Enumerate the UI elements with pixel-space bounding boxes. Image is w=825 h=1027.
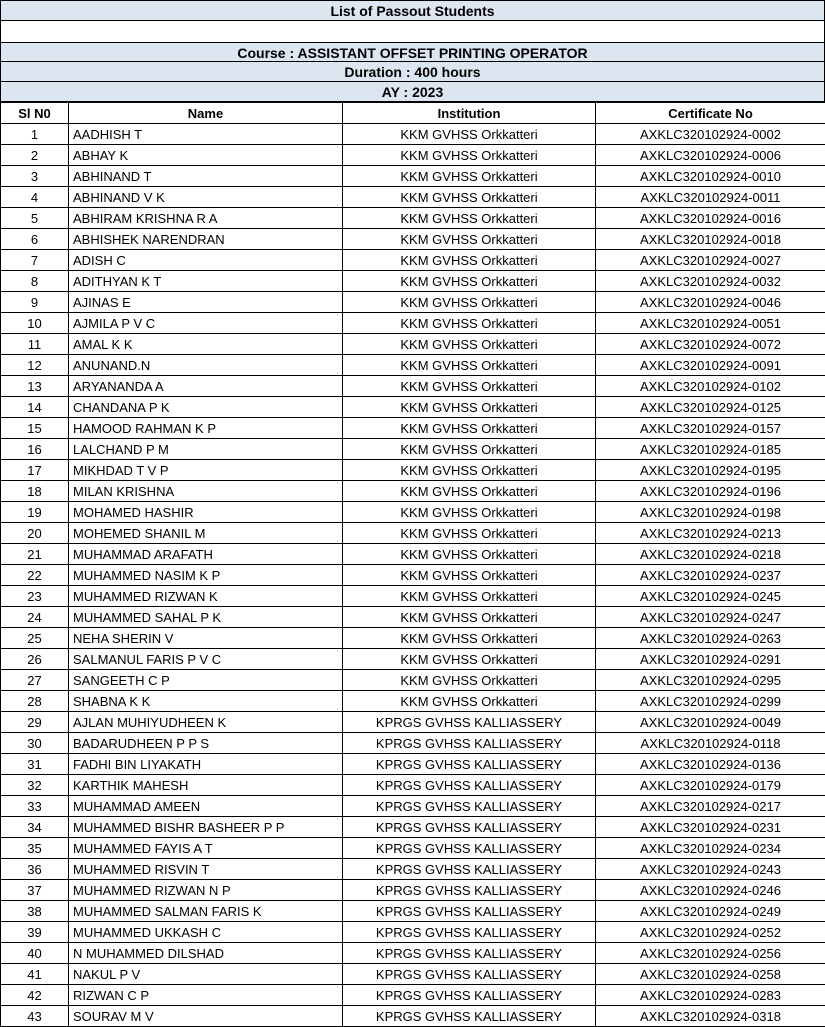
cell-certificate-no: AXKLC320102924-0318	[596, 1006, 825, 1027]
cell-sl-no: 4	[1, 187, 69, 208]
table-row	[1, 313, 825, 334]
list-title: List of Passout Students	[0, 0, 825, 21]
cell-certificate-no: AXKLC320102924-0283	[596, 985, 825, 1006]
table-row	[1, 565, 825, 586]
cell-name: HAMOOD RAHMAN K P	[69, 418, 343, 439]
column-header-certificate-no: Certificate No	[596, 103, 825, 124]
header-row	[1, 103, 825, 124]
cell-sl-no: 6	[1, 229, 69, 250]
cell-institution: KKM GVHSS Orkkatteri	[343, 376, 596, 397]
cell-name: ADITHYAN K T	[69, 271, 343, 292]
cell-sl-no: 40	[1, 943, 69, 964]
cell-certificate-no: AXKLC320102924-0032	[596, 271, 825, 292]
cell-name: MUHAMMAD ARAFATH	[69, 544, 343, 565]
cell-name: MILAN KRISHNA	[69, 481, 343, 502]
table-row	[1, 838, 825, 859]
cell-certificate-no: AXKLC320102924-0002	[596, 124, 825, 145]
cell-sl-no: 12	[1, 355, 69, 376]
cell-certificate-no: AXKLC320102924-0006	[596, 145, 825, 166]
table-row	[1, 628, 825, 649]
cell-institution: KPRGS GVHSS KALLIASSERY	[343, 943, 596, 964]
cell-certificate-no: AXKLC320102924-0234	[596, 838, 825, 859]
cell-certificate-no: AXKLC320102924-0051	[596, 313, 825, 334]
students-table	[0, 102, 825, 1027]
cell-name: MOHEMED SHANIL M	[69, 523, 343, 544]
cell-name: AMAL K K	[69, 334, 343, 355]
cell-institution: KPRGS GVHSS KALLIASSERY	[343, 859, 596, 880]
cell-sl-no: 2	[1, 145, 69, 166]
column-header-sl-no: Sl N0	[1, 103, 69, 124]
table-row	[1, 229, 825, 250]
cell-certificate-no: AXKLC320102924-0011	[596, 187, 825, 208]
cell-name: ADISH C	[69, 250, 343, 271]
cell-name: MUHAMMED SALMAN FARIS K	[69, 901, 343, 922]
cell-sl-no: 14	[1, 397, 69, 418]
cell-sl-no: 1	[1, 124, 69, 145]
table-row	[1, 166, 825, 187]
table-row	[1, 754, 825, 775]
cell-name: NEHA SHERIN V	[69, 628, 343, 649]
cell-name: BADARUDHEEN P P S	[69, 733, 343, 754]
table-row	[1, 775, 825, 796]
cell-certificate-no: AXKLC320102924-0179	[596, 775, 825, 796]
cell-sl-no: 9	[1, 292, 69, 313]
cell-sl-no: 27	[1, 670, 69, 691]
cell-certificate-no: AXKLC320102924-0237	[596, 565, 825, 586]
cell-certificate-no: AXKLC320102924-0016	[596, 208, 825, 229]
cell-institution: KPRGS GVHSS KALLIASSERY	[343, 985, 596, 1006]
cell-name: ABHINAND T	[69, 166, 343, 187]
cell-name: MUHAMMED BISHR BASHEER P P	[69, 817, 343, 838]
table-row	[1, 943, 825, 964]
cell-name: MUHAMMED NASIM K P	[69, 565, 343, 586]
cell-certificate-no: AXKLC320102924-0102	[596, 376, 825, 397]
cell-name: ABHISHEK NARENDRAN	[69, 229, 343, 250]
cell-institution: KPRGS GVHSS KALLIASSERY	[343, 733, 596, 754]
cell-certificate-no: AXKLC320102924-0010	[596, 166, 825, 187]
table-row	[1, 922, 825, 943]
cell-certificate-no: AXKLC320102924-0252	[596, 922, 825, 943]
cell-sl-no: 16	[1, 439, 69, 460]
cell-institution: KKM GVHSS Orkkatteri	[343, 250, 596, 271]
cell-name: MUHAMMAD AMEEN	[69, 796, 343, 817]
cell-institution: KPRGS GVHSS KALLIASSERY	[343, 880, 596, 901]
cell-certificate-no: AXKLC320102924-0247	[596, 607, 825, 628]
cell-sl-no: 18	[1, 481, 69, 502]
table-row	[1, 187, 825, 208]
cell-certificate-no: AXKLC320102924-0213	[596, 523, 825, 544]
cell-certificate-no: AXKLC320102924-0157	[596, 418, 825, 439]
cell-name: CHANDANA P K	[69, 397, 343, 418]
cell-certificate-no: AXKLC320102924-0218	[596, 544, 825, 565]
cell-certificate-no: AXKLC320102924-0018	[596, 229, 825, 250]
cell-certificate-no: AXKLC320102924-0049	[596, 712, 825, 733]
cell-certificate-no: AXKLC320102924-0263	[596, 628, 825, 649]
cell-institution: KKM GVHSS Orkkatteri	[343, 124, 596, 145]
table-row	[1, 670, 825, 691]
cell-certificate-no: AXKLC320102924-0027	[596, 250, 825, 271]
cell-name: FADHI BIN LIYAKATH	[69, 754, 343, 775]
table-row	[1, 334, 825, 355]
cell-name: MIKHDAD T V P	[69, 460, 343, 481]
cell-certificate-no: AXKLC320102924-0245	[596, 586, 825, 607]
cell-institution: KKM GVHSS Orkkatteri	[343, 502, 596, 523]
cell-institution: KKM GVHSS Orkkatteri	[343, 229, 596, 250]
cell-certificate-no: AXKLC320102924-0299	[596, 691, 825, 712]
cell-institution: KPRGS GVHSS KALLIASSERY	[343, 922, 596, 943]
table-row	[1, 439, 825, 460]
cell-sl-no: 41	[1, 964, 69, 985]
cell-name: MUHAMMED UKKASH C	[69, 922, 343, 943]
cell-institution: KPRGS GVHSS KALLIASSERY	[343, 754, 596, 775]
cell-name: ANUNAND.N	[69, 355, 343, 376]
cell-sl-no: 23	[1, 586, 69, 607]
table-row	[1, 691, 825, 712]
cell-institution: KKM GVHSS Orkkatteri	[343, 523, 596, 544]
cell-institution: KPRGS GVHSS KALLIASSERY	[343, 712, 596, 733]
cell-institution: KKM GVHSS Orkkatteri	[343, 208, 596, 229]
cell-name: AADHISH T	[69, 124, 343, 145]
cell-institution: KKM GVHSS Orkkatteri	[343, 691, 596, 712]
cell-certificate-no: AXKLC320102924-0231	[596, 817, 825, 838]
cell-certificate-no: AXKLC320102924-0118	[596, 733, 825, 754]
table-row	[1, 544, 825, 565]
cell-institution: KKM GVHSS Orkkatteri	[343, 460, 596, 481]
cell-name: SOURAV M V	[69, 1006, 343, 1027]
cell-name: NAKUL P V	[69, 964, 343, 985]
cell-name: AJMILA P V C	[69, 313, 343, 334]
cell-institution: KKM GVHSS Orkkatteri	[343, 586, 596, 607]
cell-sl-no: 3	[1, 166, 69, 187]
cell-name: LALCHAND P M	[69, 439, 343, 460]
cell-sl-no: 5	[1, 208, 69, 229]
cell-sl-no: 20	[1, 523, 69, 544]
cell-name: MUHAMMED RIZWAN N P	[69, 880, 343, 901]
cell-sl-no: 42	[1, 985, 69, 1006]
cell-sl-no: 26	[1, 649, 69, 670]
cell-institution: KKM GVHSS Orkkatteri	[343, 649, 596, 670]
cell-name: AJINAS E	[69, 292, 343, 313]
course-heading: Course : ASSISTANT OFFSET PRINTING OPERATOR	[0, 42, 825, 62]
cell-sl-no: 24	[1, 607, 69, 628]
cell-certificate-no: AXKLC320102924-0046	[596, 292, 825, 313]
cell-sl-no: 29	[1, 712, 69, 733]
cell-institution: KKM GVHSS Orkkatteri	[343, 397, 596, 418]
cell-name: N MUHAMMED DILSHAD	[69, 943, 343, 964]
cell-sl-no: 19	[1, 502, 69, 523]
cell-name: MOHAMED HASHIR	[69, 502, 343, 523]
cell-certificate-no: AXKLC320102924-0258	[596, 964, 825, 985]
cell-institution: KKM GVHSS Orkkatteri	[343, 334, 596, 355]
table-row	[1, 502, 825, 523]
cell-sl-no: 33	[1, 796, 69, 817]
table-row	[1, 901, 825, 922]
table-row	[1, 271, 825, 292]
cell-name: KARTHIK MAHESH	[69, 775, 343, 796]
cell-institution: KKM GVHSS Orkkatteri	[343, 565, 596, 586]
cell-institution: KPRGS GVHSS KALLIASSERY	[343, 901, 596, 922]
table-row	[1, 418, 825, 439]
cell-sl-no: 39	[1, 922, 69, 943]
table-row	[1, 355, 825, 376]
cell-institution: KKM GVHSS Orkkatteri	[343, 628, 596, 649]
cell-institution: KKM GVHSS Orkkatteri	[343, 670, 596, 691]
cell-certificate-no: AXKLC320102924-0198	[596, 502, 825, 523]
cell-institution: KKM GVHSS Orkkatteri	[343, 418, 596, 439]
cell-name: ABHINAND V K	[69, 187, 343, 208]
table-row	[1, 985, 825, 1006]
cell-institution: KPRGS GVHSS KALLIASSERY	[343, 775, 596, 796]
column-header-institution: Institution	[343, 103, 596, 124]
cell-name: RIZWAN C P	[69, 985, 343, 1006]
cell-sl-no: 7	[1, 250, 69, 271]
cell-name: SANGEETH C P	[69, 670, 343, 691]
cell-certificate-no: AXKLC320102924-0196	[596, 481, 825, 502]
cell-sl-no: 11	[1, 334, 69, 355]
cell-name: ARYANANDA A	[69, 376, 343, 397]
cell-institution: KPRGS GVHSS KALLIASSERY	[343, 796, 596, 817]
cell-sl-no: 43	[1, 1006, 69, 1027]
table-row	[1, 292, 825, 313]
cell-certificate-no: AXKLC320102924-0072	[596, 334, 825, 355]
table-row	[1, 880, 825, 901]
cell-sl-no: 22	[1, 565, 69, 586]
cell-sl-no: 17	[1, 460, 69, 481]
cell-name: MUHAMMED RISVIN T	[69, 859, 343, 880]
cell-name: ABHIRAM KRISHNA R A	[69, 208, 343, 229]
cell-institution: KPRGS GVHSS KALLIASSERY	[343, 964, 596, 985]
cell-certificate-no: AXKLC320102924-0246	[596, 880, 825, 901]
cell-institution: KKM GVHSS Orkkatteri	[343, 166, 596, 187]
cell-institution: KKM GVHSS Orkkatteri	[343, 607, 596, 628]
cell-certificate-no: AXKLC320102924-0091	[596, 355, 825, 376]
cell-certificate-no: AXKLC320102924-0291	[596, 649, 825, 670]
cell-sl-no: 15	[1, 418, 69, 439]
cell-certificate-no: AXKLC320102924-0136	[596, 754, 825, 775]
cell-sl-no: 25	[1, 628, 69, 649]
table-row	[1, 796, 825, 817]
table-row	[1, 964, 825, 985]
table-row	[1, 376, 825, 397]
cell-certificate-no: AXKLC320102924-0125	[596, 397, 825, 418]
cell-sl-no: 13	[1, 376, 69, 397]
cell-name: SHABNA K K	[69, 691, 343, 712]
cell-certificate-no: AXKLC320102924-0249	[596, 901, 825, 922]
cell-institution: KPRGS GVHSS KALLIASSERY	[343, 817, 596, 838]
cell-institution: KKM GVHSS Orkkatteri	[343, 439, 596, 460]
table-row	[1, 586, 825, 607]
cell-institution: KKM GVHSS Orkkatteri	[343, 271, 596, 292]
table-row	[1, 712, 825, 733]
table-row	[1, 250, 825, 271]
cell-name: MUHAMMED FAYIS A T	[69, 838, 343, 859]
cell-sl-no: 10	[1, 313, 69, 334]
cell-sl-no: 8	[1, 271, 69, 292]
table-row	[1, 859, 825, 880]
column-header-name: Name	[69, 103, 343, 124]
cell-name: ABHAY K	[69, 145, 343, 166]
cell-sl-no: 32	[1, 775, 69, 796]
cell-sl-no: 35	[1, 838, 69, 859]
table-row	[1, 733, 825, 754]
cell-certificate-no: AXKLC320102924-0295	[596, 670, 825, 691]
table-row	[1, 649, 825, 670]
cell-institution: KKM GVHSS Orkkatteri	[343, 292, 596, 313]
cell-institution: KPRGS GVHSS KALLIASSERY	[343, 1006, 596, 1027]
table-row	[1, 145, 825, 166]
cell-name: MUHAMMED RIZWAN K	[69, 586, 343, 607]
table-row	[1, 460, 825, 481]
cell-sl-no: 37	[1, 880, 69, 901]
cell-institution: KPRGS GVHSS KALLIASSERY	[343, 838, 596, 859]
cell-certificate-no: AXKLC320102924-0217	[596, 796, 825, 817]
cell-institution: KKM GVHSS Orkkatteri	[343, 313, 596, 334]
table-row	[1, 817, 825, 838]
cell-sl-no: 34	[1, 817, 69, 838]
cell-certificate-no: AXKLC320102924-0256	[596, 943, 825, 964]
cell-name: SALMANUL FARIS P V C	[69, 649, 343, 670]
cell-name: AJLAN MUHIYUDHEEN K	[69, 712, 343, 733]
cell-institution: KKM GVHSS Orkkatteri	[343, 187, 596, 208]
cell-institution: KKM GVHSS Orkkatteri	[343, 145, 596, 166]
spacer-row	[0, 21, 825, 42]
table-row	[1, 481, 825, 502]
cell-certificate-no: AXKLC320102924-0185	[596, 439, 825, 460]
cell-sl-no: 30	[1, 733, 69, 754]
table-row	[1, 1006, 825, 1027]
cell-name: MUHAMMED SAHAL P K	[69, 607, 343, 628]
academic-year-heading: AY : 2023	[0, 82, 825, 102]
cell-institution: KKM GVHSS Orkkatteri	[343, 544, 596, 565]
table-body	[1, 124, 825, 1027]
table-row	[1, 124, 825, 145]
cell-sl-no: 21	[1, 544, 69, 565]
cell-certificate-no: AXKLC320102924-0243	[596, 859, 825, 880]
cell-sl-no: 36	[1, 859, 69, 880]
cell-sl-no: 38	[1, 901, 69, 922]
cell-sl-no: 31	[1, 754, 69, 775]
table-row	[1, 523, 825, 544]
cell-certificate-no: AXKLC320102924-0195	[596, 460, 825, 481]
table-row	[1, 607, 825, 628]
table-row	[1, 208, 825, 229]
duration-heading: Duration : 400 hours	[0, 62, 825, 82]
cell-institution: KKM GVHSS Orkkatteri	[343, 481, 596, 502]
table-row	[1, 397, 825, 418]
cell-institution: KKM GVHSS Orkkatteri	[343, 355, 596, 376]
cell-sl-no: 28	[1, 691, 69, 712]
